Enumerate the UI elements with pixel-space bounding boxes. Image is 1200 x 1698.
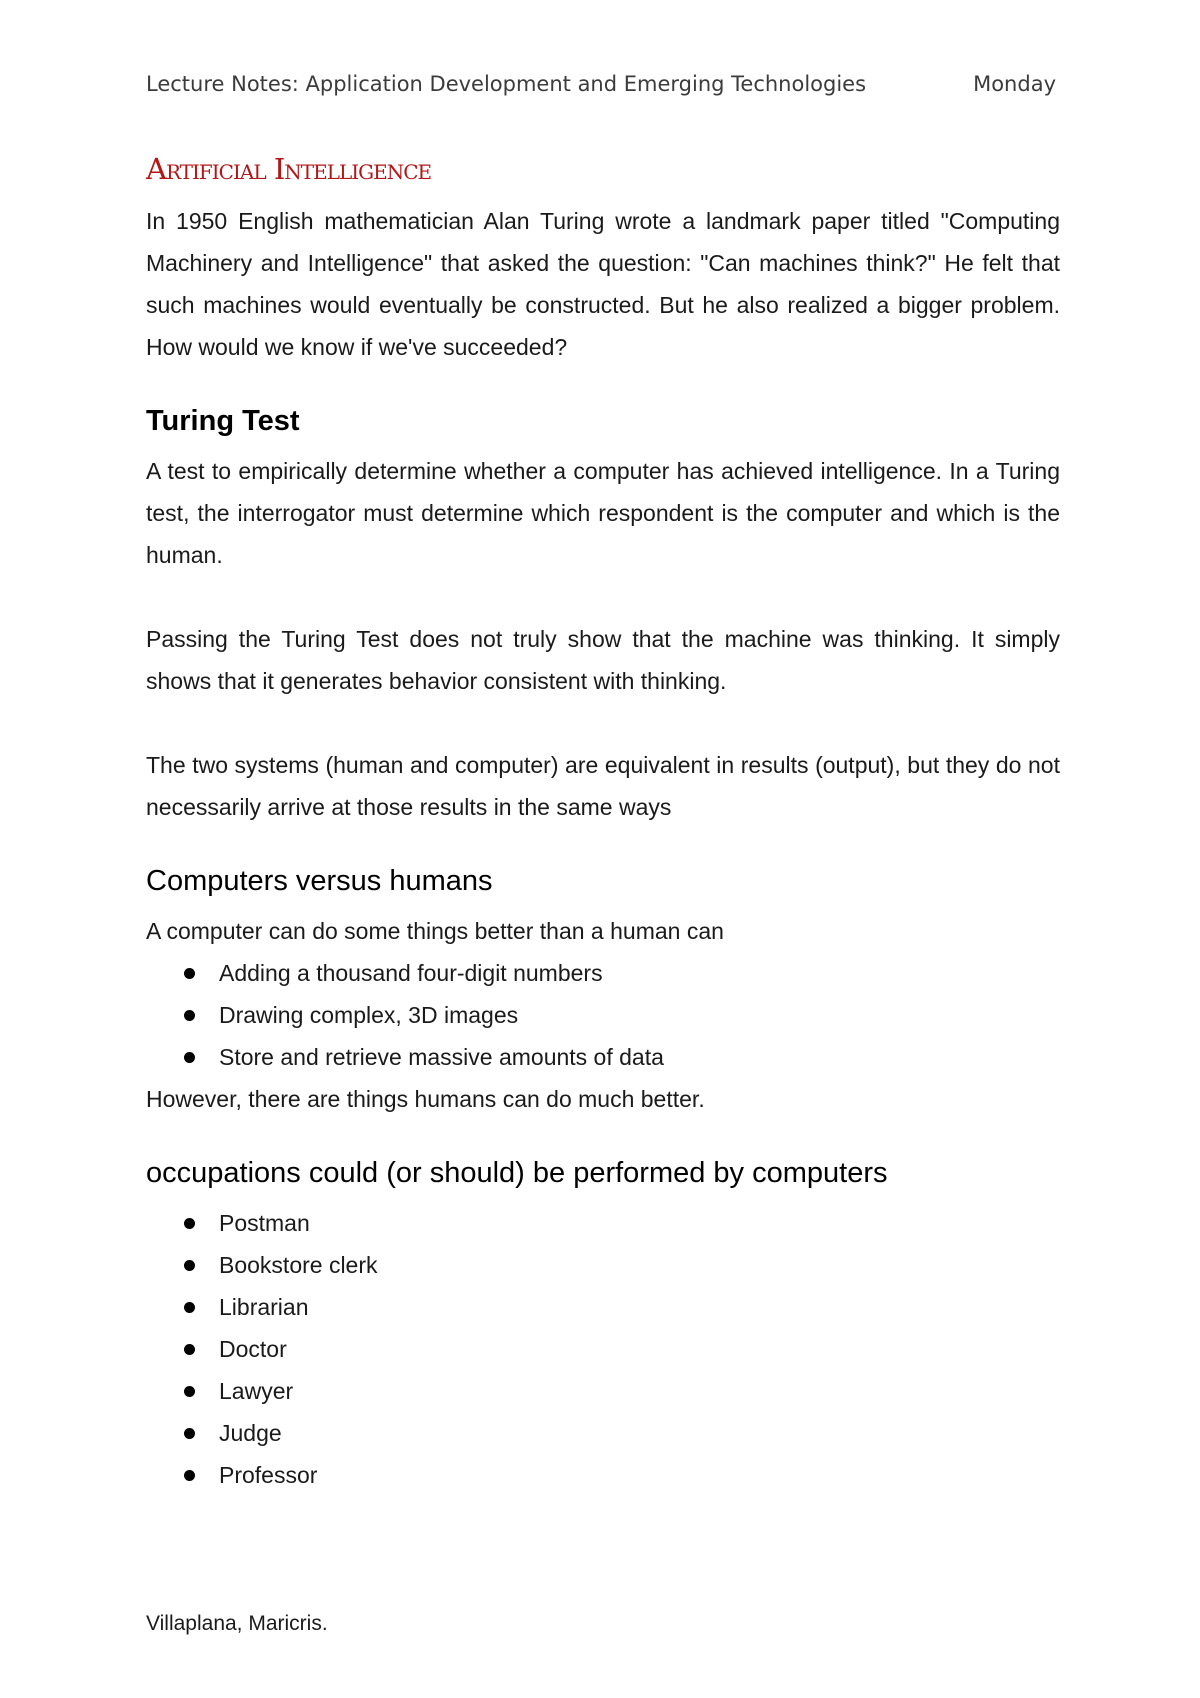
list-item [146, 1454, 1060, 1496]
turing-paragraph-1: A test to empirically determine whether a computer has achieved intelligence. In a Turing test, the interrogator must determine which respondent is the computer and which is the human. [146, 458, 1060, 568]
bullet-icon [184, 1302, 195, 1313]
page-footer-author: Villaplana, Maricris. [146, 1612, 328, 1635]
computers-intro: A computer can do some things better than a human can [146, 918, 724, 944]
list-item [146, 1370, 1060, 1412]
document-title: Artificial Intelligence [146, 152, 432, 186]
occupations-list [146, 1202, 1060, 1496]
list-item-text: Bookstore clerk [219, 1252, 378, 1278]
computers-list [146, 952, 1060, 1078]
spacer [146, 702, 1060, 744]
list-item [146, 1412, 1060, 1454]
document-body [146, 150, 1060, 1496]
list-item-text: Librarian [219, 1294, 309, 1320]
bullet-icon [184, 1428, 195, 1439]
list-item-text: Store and retrieve massive amounts of data [219, 1044, 664, 1070]
list-item-text: Postman [219, 1210, 310, 1236]
header-day: Monday [973, 72, 1056, 96]
list-item [146, 1328, 1060, 1370]
list-item-text: Judge [219, 1420, 282, 1446]
list-item [146, 1036, 1060, 1078]
bullet-icon [184, 1052, 195, 1063]
list-item-text: Professor [219, 1462, 318, 1488]
turing-paragraph-2: Passing the Turing Test does not truly show that the machine was thinking. It simply shows that it generates behavior consistent with thinking. [146, 626, 1060, 694]
bullet-icon [184, 1344, 195, 1355]
bullet-icon [184, 1470, 195, 1481]
list-item-text: Lawyer [219, 1378, 294, 1404]
list-item [146, 1202, 1060, 1244]
list-item [146, 952, 1060, 994]
turing-paragraph-3: The two systems (human and computer) are equivalent in results (output), but they do not necessarily arrive at those results in the same ways [146, 752, 1060, 820]
list-item [146, 1286, 1060, 1328]
turing-test-heading: Turing Test [146, 405, 300, 437]
bullet-icon [184, 1010, 195, 1021]
list-item-text: Adding a thousand four-digit numbers [219, 960, 603, 986]
bullet-icon [184, 1386, 195, 1397]
bullet-icon [184, 1218, 195, 1229]
list-item-text: Drawing complex, 3D images [219, 1002, 519, 1028]
list-item [146, 994, 1060, 1036]
bullet-icon [184, 968, 195, 979]
intro-paragraph: In 1950 English mathematician Alan Turing wrote a landmark paper titled "Computing Machinery and Intelligence" that asked the question: "Can machines think?" He felt that such machines would eventually be constructed. But he also realized a bigger problem. How would we know if we've succeeded? [146, 208, 1060, 360]
occupations-heading: occupations could (or should) be performed by computers [146, 1157, 888, 1189]
list-item [146, 1244, 1060, 1286]
spacer [146, 576, 1060, 618]
computers-vs-humans-heading: Computers versus humans [146, 865, 493, 897]
page-header [146, 72, 1056, 102]
computers-outro: However, there are things humans can do much better. [146, 1086, 705, 1112]
header-course-title: Lecture Notes: Application Development and Emerging Technologies [146, 72, 867, 96]
list-item-text: Doctor [219, 1336, 287, 1362]
bullet-icon [184, 1260, 195, 1271]
